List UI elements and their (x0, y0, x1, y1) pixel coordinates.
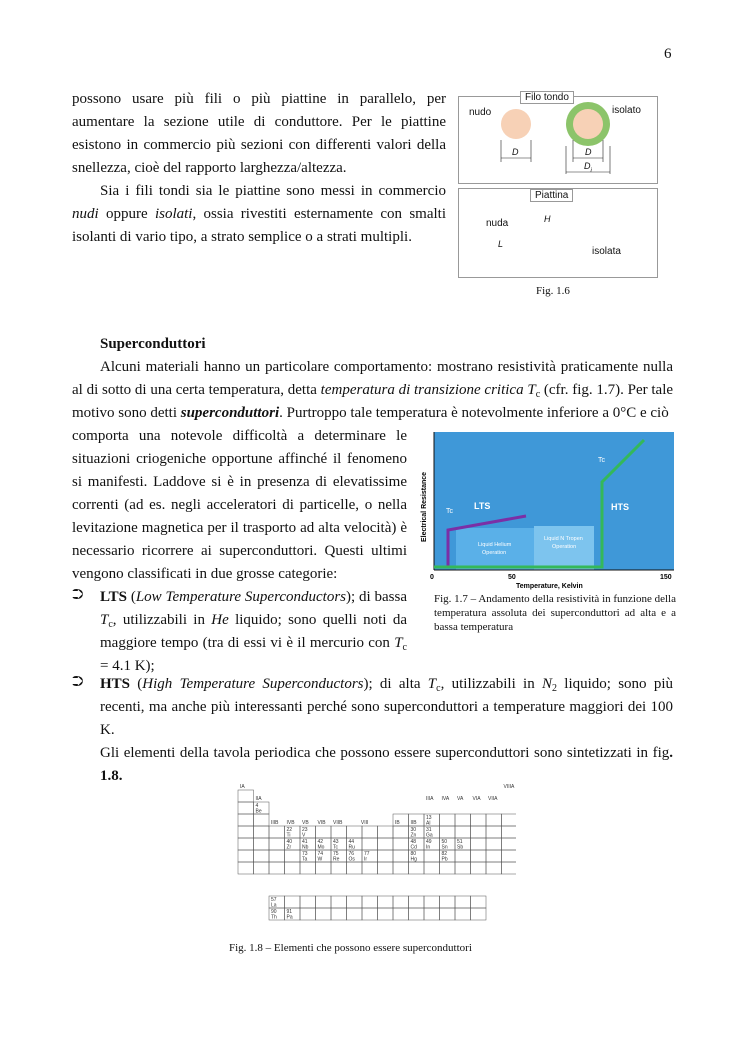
term-isolati: isolati (154, 206, 193, 222)
region1-line2: Operation (482, 550, 507, 556)
super-paragraph-2: comporta una notevole difficoltà a determinare le situazioni criogeniche opportune affinché il fenomeno si manifesti. Laddove si è in presenza di elevatissime correnti (ad es. negli acceleratori di particelle, o nella levitazione magnetica per il trasporto ad alta velocità) è necessario ricorrere ai superconduttori. Questi ultimi vengono classificati in due grosse categorie: (72, 428, 407, 582)
lts-tc: T (100, 612, 109, 628)
element-th-symbol: Th (271, 914, 277, 921)
element-pb-number: 82 (441, 851, 448, 857)
hts-tc: T (427, 676, 437, 692)
group-label-via: VIA (472, 796, 481, 802)
element-re-symbol: Re (333, 856, 340, 863)
d-dimension-label: D (512, 147, 519, 157)
x-axis-label: Temperature, Kelvin (516, 583, 583, 590)
isolata-label: isolata (592, 246, 621, 257)
super-p1-part-a: Alcuni materiali hanno un particolare comportamento: mostrano resistività praticamente nulla al di sotto di una certa temperatura, detta (72, 359, 673, 398)
element-ga-number: 31 (426, 827, 432, 833)
intro-p2-part-c: , ossia rivestiti esternamente con smalti isolanti di vario tipo, a strato semplice o a strati multipli. (72, 206, 446, 245)
element-re-number: 75 (333, 851, 339, 857)
element-ti-number: 22 (286, 827, 293, 833)
element-pa-number: 91 (286, 909, 293, 916)
intro-p2-part-b: oppure (98, 206, 155, 222)
element-ru-symbol: Ru (348, 844, 355, 851)
piattina-title: Piattina (530, 189, 573, 202)
super-paragraph-1 (72, 356, 673, 425)
intro-paragraph-2 (72, 180, 446, 249)
hts-chart-label: HTS (611, 502, 629, 512)
group-label-iib: IIB (410, 820, 417, 826)
element-tc-number: 43 (333, 839, 339, 845)
element-ta-number: 73 (302, 851, 308, 857)
element-w-number: 74 (317, 851, 324, 857)
element-sn-symbol: Sn (441, 844, 448, 851)
lts-tc2-sub: c (402, 642, 407, 653)
element-cd-number: 48 (410, 839, 417, 845)
hts-full: High Temperature Superconductors (142, 676, 364, 692)
lts-he: He (211, 612, 229, 628)
h-dimension-label: H (544, 214, 551, 224)
filo-tondo-title: Filo tondo (520, 91, 574, 104)
lts-text-a: ); di bassa (346, 589, 408, 605)
term-superconduttori: superconduttori (180, 405, 280, 421)
element-zn-symbol: Zn (410, 832, 417, 839)
hts-n2: N (541, 676, 552, 692)
term-critical-temperature: temperatura di transizione critica (320, 382, 524, 398)
di-dimension-label (584, 161, 592, 174)
x-tick-150: 150 (660, 574, 672, 581)
x-tick-0: 0 (430, 574, 434, 581)
hts-text-c: liquido; sono più recenti, ma anche più interessanti perché sono superconduttori a temperature maggiori dei 100 K. (100, 676, 673, 738)
group-label-iva: IVA (441, 796, 450, 802)
closing-part-a: Gli elementi della tavola periodica che possono essere superconduttori sono sintetizzati in fig (100, 745, 670, 761)
super-p1-part-c: . Purtroppo tale temperatura è notevolmente inferiore a 0°C e ciò (279, 405, 669, 421)
hts-abbr: HTS (100, 676, 131, 692)
fig18-caption: Fig. 1.8 – Elementi che possono essere superconduttori (229, 942, 472, 954)
lts-abbr: LTS (100, 589, 127, 605)
element-th-number: 90 (271, 909, 277, 916)
element-os-number: 76 (348, 851, 355, 857)
group-label-viii: VIII (360, 820, 369, 826)
lts-text-b: , utilizzabili in (112, 612, 212, 628)
group-label-vib: VIB (317, 820, 326, 826)
element-ir-symbol: Ir (364, 856, 368, 863)
tc-symbol: T (527, 382, 536, 398)
element-be-symbol: Be (255, 808, 262, 815)
element-be-number: 4 (255, 803, 259, 809)
periodic-table (236, 778, 516, 938)
element-nb-symbol: Nb (302, 844, 309, 851)
hts-tc-sub: c (436, 683, 441, 694)
tc-lts-label: Tc (446, 508, 453, 515)
element-w-symbol: W (317, 856, 323, 863)
element-ir-number: 77 (364, 851, 370, 857)
l-dimension-label: L (498, 239, 504, 249)
element-al-number: 13 (426, 815, 432, 821)
element-in-symbol: In (426, 844, 431, 851)
di-sub: i (590, 168, 592, 174)
lts-tc-sub: c (108, 619, 113, 630)
element-hg-number: 80 (410, 851, 417, 857)
element-al-symbol: Al (426, 820, 431, 827)
group-label-va: VA (457, 796, 464, 802)
element-mo-number: 42 (317, 839, 324, 845)
element-sb-number: 51 (457, 839, 463, 845)
element-la-number: 57 (271, 897, 277, 904)
element-sb-symbol: Sb (457, 844, 464, 851)
group-label-ia: IA (240, 784, 245, 790)
di-main: D (584, 161, 591, 171)
region2-line1: Liquid N Tropen (544, 536, 583, 542)
element-zr-symbol: Zr (286, 844, 292, 851)
group-label-iia: IIA (255, 796, 262, 802)
element-pb-symbol: Pb (441, 856, 448, 863)
element-zr-number: 40 (286, 839, 293, 845)
isolato-label: isolato (612, 105, 641, 116)
tc-sub: c (535, 389, 541, 400)
lts-tc2: T (394, 635, 403, 651)
nudo-label: nudo (469, 107, 492, 118)
element-zn-number: 30 (410, 827, 417, 833)
intro-text (72, 88, 446, 249)
group-label-viia: VIIA (488, 796, 498, 802)
liquid-helium-region (456, 528, 546, 570)
lts-text-c: liquido; sono quelli noti da maggiore tempo (tra di essi vi è il mercurio con (100, 612, 407, 651)
nuda-label: nuda (486, 218, 509, 229)
intro-paragraph-1: possono usare più fili o più piattine in parallelo, per aumentare la sezione utile di conduttore. Per le piattine esistono in commercio più sezioni con differenti valori della snellezza, cioè del rapporto larghezza/altezza. (72, 91, 446, 176)
page-number: 6 (664, 46, 672, 62)
group-label-viiia: VIIIA (503, 784, 515, 790)
fig17-caption: Fig. 1.7 – Andamento della resistività in funzione della temperatura assoluta dei superconduttori ad alta e a bassa temperatura (434, 593, 676, 633)
element-v-symbol: V (302, 832, 306, 839)
x-tick-50: 50 (508, 574, 516, 581)
element-v-number: 23 (302, 827, 308, 833)
lts-full: Low Temperature Superconductors (135, 589, 347, 605)
hts-text-a: ); di alta (363, 676, 428, 692)
figure-1-8 (236, 778, 516, 938)
group-label-vb: VB (302, 820, 309, 826)
figure-1-7 (416, 430, 676, 590)
section-heading: Superconduttori (100, 336, 206, 352)
hts-item: HTS (High Temperature Superconductors); di alta $T_c$, utilizzabili in $N_2$ liquido; sono più recenti, ma anche più interessanti perché sono superconduttori a temperature maggiori dei 100 K. (100, 676, 673, 738)
lts-bullet-icon: ⮊ (72, 587, 84, 603)
group-label-ivb: IVB (286, 820, 295, 826)
group-label-iiia: IIIA (426, 796, 434, 802)
element-ta-symbol: Ta (302, 856, 308, 863)
element-os-symbol: Os (348, 856, 355, 863)
region2-line2: Operation (552, 544, 577, 550)
bare-round-wire (501, 109, 531, 139)
tc-hts-label: Tc (598, 457, 605, 464)
element-nb-number: 41 (302, 839, 308, 845)
d-dimension-label-2: D (585, 147, 592, 157)
y-axis-label: Electrical Resistance (421, 471, 428, 542)
hts-bullet-icon: ⮊ (72, 674, 84, 690)
figure-1-6 (458, 88, 658, 297)
element-sn-number: 50 (441, 839, 448, 845)
intro-p2-part-a: Sia i fili tondi sia le piattine sono messi in commercio (100, 183, 446, 199)
element-pa-symbol: Pa (286, 914, 293, 921)
resistance-chart (416, 430, 676, 590)
element-in-number: 49 (426, 839, 432, 845)
group-label-iiib: IIIB (271, 820, 279, 826)
fig16-caption: Fig. 1.6 (536, 285, 570, 297)
closing-part-b: . 1.8. (100, 745, 673, 784)
element-tc-symbol: Tc (333, 844, 338, 851)
term-nudi: nudi (72, 206, 99, 222)
hts-n2-sub: 2 (552, 683, 557, 694)
element-ga-symbol: Ga (426, 832, 433, 839)
lts-chart-label: LTS (474, 501, 491, 511)
element-hg-symbol: Hg (410, 856, 417, 863)
lts-item: LTS (Low Temperature Superconductors); di bassa $T_c$, utilizzabili in He liquido; sono quelli noti da maggiore tempo (tra di essi vi è il mercurio con $T_c = 4.1$ K); (100, 589, 408, 674)
group-label-ib: IB (395, 820, 400, 826)
element-cd-symbol: Cd (410, 844, 417, 851)
super-p1-part-b: (cfr. fig. 1.7). Per tale motivo sono detti (72, 382, 674, 421)
region1-line1: Liquid Helium (478, 542, 512, 548)
element-mo-symbol: Mo (317, 844, 325, 851)
element-ru-number: 44 (348, 839, 355, 845)
element-ti-symbol: Ti (286, 832, 291, 839)
element-la-symbol: La (271, 902, 277, 909)
group-label-viib: VIIB (333, 820, 343, 826)
insulated-round-wire-core (573, 109, 603, 139)
lts-text-d: = 4.1 K); (100, 658, 155, 674)
hts-text-b: , utilizzabili in (440, 676, 542, 692)
